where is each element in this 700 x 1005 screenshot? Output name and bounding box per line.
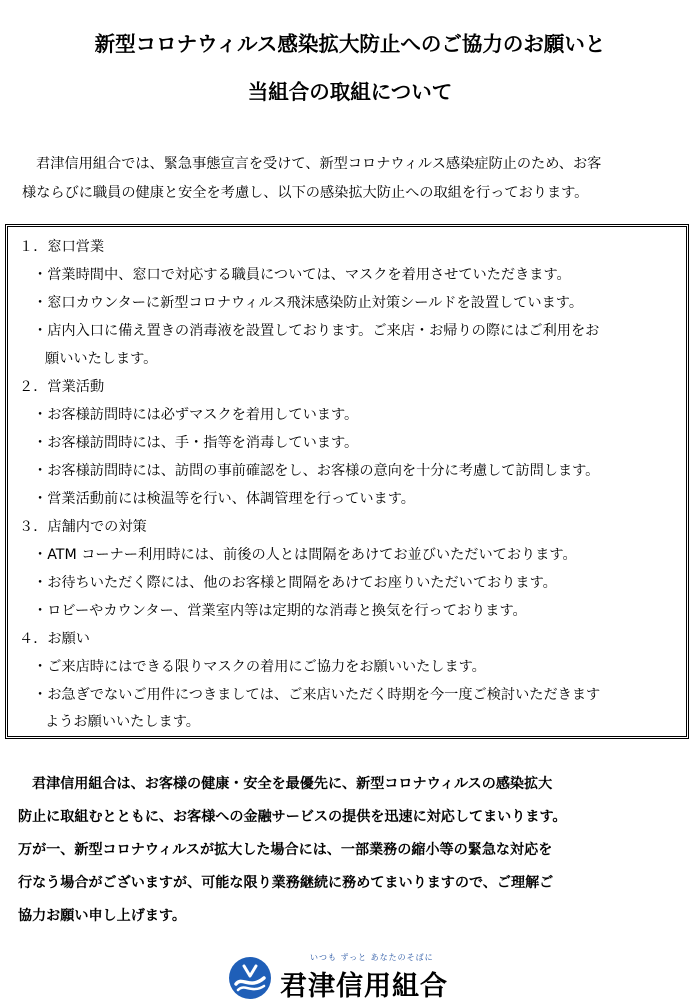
measures-box [5, 224, 689, 739]
list-item: ・ロビーやカウンター、営業室内等は定期的な消毒と換気を行っております。 [33, 603, 527, 619]
closing-line: 協力お願い申し上げます。 [18, 908, 186, 924]
list-item: ・お客様訪問時には、手・指等を消毒しています。 [33, 435, 359, 451]
closing-line: 防止に取組むとともに、お客様への金融サービスの提供を迅速に対応してまいります。 [18, 809, 567, 825]
intro-line: 様ならびに職員の健康と安全を考慮し、以下の感染拡大防止への取組を行っております。 [22, 185, 589, 201]
list-item-continuation: 願いいたします。 [45, 351, 158, 367]
list-item-continuation: ようお願いいたします。 [45, 714, 200, 730]
list-item: ・窓口カウンターに新型コロナウィルス飛沫感染防止対策シールドを設置しています。 [33, 295, 584, 311]
list-item: ・ATM コーナー利用時には、前後の人とは間隔をあけてお並びいただいております。 [33, 547, 577, 563]
kimitsu-credit-union-logo [228, 952, 468, 1000]
section-heading-request: ４．お願い [19, 631, 90, 647]
logo-mark-icon [228, 956, 272, 1000]
list-item: ・お待ちいただく際には、他のお客様と間隔をあけてお座りいただいております。 [33, 575, 557, 591]
list-item: ・お客様訪問時には必ずマスクを着用しています。 [33, 407, 359, 423]
list-item: ・お急ぎでないご用件につきましては、ご来店いただく時期を今一度ご検討いただきます [33, 687, 601, 703]
closing-paragraph [18, 768, 688, 933]
list-item: ・営業活動前には検温等を行い、体調管理を行っています。 [33, 491, 415, 507]
list-item: ・店内入口に備え置きの消毒液を設置しております。ご来店・お帰りの際にはご利用をお [33, 323, 600, 339]
section-heading-branch: ３．店舗内での対策 [19, 519, 147, 535]
logo-tagline: いつも ずっと あなたのそばに [310, 953, 434, 962]
intro-paragraph [22, 150, 682, 208]
logo-name: 君津信用組合 [280, 971, 448, 1002]
page-title-line-2: 当組合の取組について [247, 80, 453, 104]
list-item: ・ご来店時にはできる限りマスクの着用にご協力をお願いいたします。 [33, 659, 486, 675]
closing-line: 行なう場合がございますが、可能な限り業務継続に務めてまいりますので、ご理解ご [18, 875, 554, 891]
closing-line: 万が一、新型コロナウィルスが拡大した場合には、一部業務の縮小等の緊急な対応を [18, 842, 553, 858]
page-title-line-1: 新型コロナウィルス感染拡大防止へのご協力のお願いと [94, 32, 606, 56]
list-item: ・お客様訪問時には、訪問の事前確認をし、お客様の意向を十分に考慮して訪問します。 [33, 463, 600, 479]
section-heading-sales: ２．営業活動 [19, 379, 105, 395]
intro-line: 君津信用組合では、緊急事態宣言を受けて、新型コロナウィルス感染症防止のため、お客 [36, 156, 602, 172]
closing-line: 君津信用組合は、お客様の健康・安全を最優先に、新型コロナウィルスの感染拡大 [32, 776, 553, 792]
section-heading-counter: １．窓口営業 [19, 239, 105, 255]
list-item: ・営業時間中、窓口で対応する職員については、マスクを着用させていただきます。 [33, 267, 571, 283]
